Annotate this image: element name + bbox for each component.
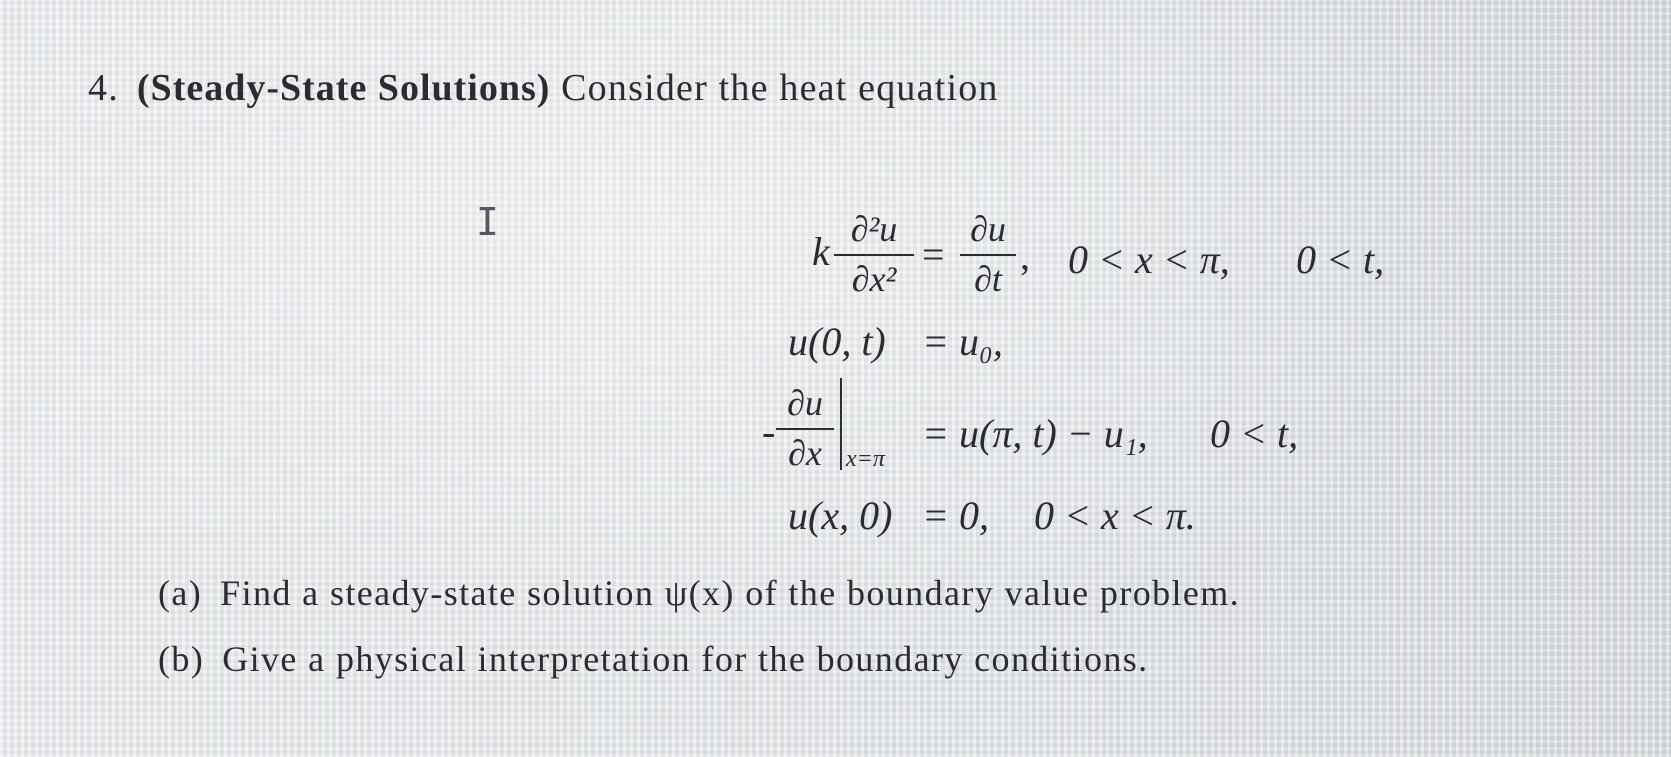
part-a-label: (a) [158, 573, 203, 613]
eq1-comma: , [1020, 233, 1030, 278]
eq1-condition-t: 0 < t, [1296, 237, 1385, 282]
eq2-rhs: = u₀, [922, 319, 1003, 364]
eq2-lhs: u(0, t) [788, 319, 886, 364]
part-b [158, 638, 1149, 680]
eq1-k: k [812, 229, 830, 274]
eq1-condition-x: 0 < x < π, [1068, 237, 1230, 282]
eq4-lhs: u(x, 0) [788, 493, 893, 538]
eq4-rhs: = 0, [922, 493, 989, 538]
eq3-rhs: = u(π, t) − u₁, [922, 411, 1148, 456]
problem-intro: Consider the heat equation [561, 67, 999, 109]
eq4-condition: 0 < x < π. [1034, 493, 1196, 538]
eq1-rhs-numerator: ∂u [970, 209, 1006, 249]
eq1-equals: = [922, 232, 945, 277]
eq1-lhs-fraction [834, 208, 914, 300]
text-cursor-icon: I [476, 200, 499, 244]
eq3-evaluation-point: x=π [846, 446, 885, 472]
eq1-lhs-denominator: ∂x² [851, 259, 897, 299]
problem-title: (Steady-State Solutions) [136, 67, 551, 109]
part-b-label: (b) [158, 639, 205, 679]
part-a-text: Find a steady-state solution ψ(x) of the boundary value problem. [220, 573, 1241, 613]
eq3-numerator: ∂u [787, 383, 823, 423]
eq1-rhs-denominator: ∂t [974, 259, 1002, 299]
eq3-condition: 0 < t, [1210, 411, 1299, 456]
eq3-fraction [776, 382, 834, 474]
eq3-denominator: ∂x [788, 433, 822, 473]
eq1-rhs-fraction [960, 208, 1016, 300]
eq3-evaluation-bar [840, 378, 842, 470]
eq3-minus: - [762, 409, 776, 454]
part-a [158, 572, 1240, 614]
problem-number: 4. [88, 67, 119, 109]
eq1-lhs-numerator: ∂²u [850, 209, 898, 249]
part-b-text: Give a physical interpretation for the boundary conditions. [222, 639, 1149, 679]
